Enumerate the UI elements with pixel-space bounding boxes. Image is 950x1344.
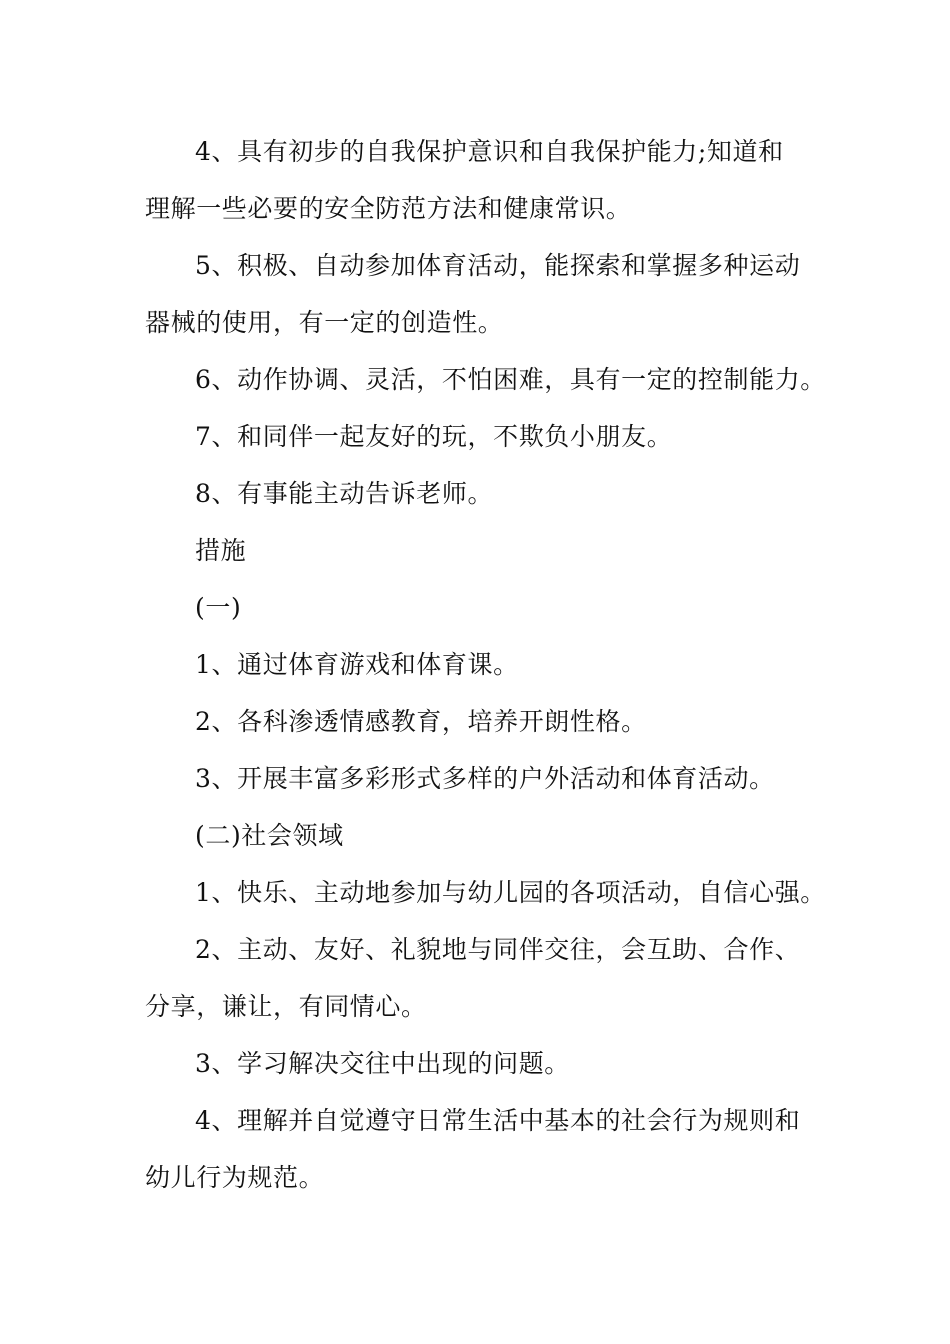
paragraph-line-12: 2、主动、友好、礼貌地与同伴交往，会互助、合作、 xyxy=(195,935,801,964)
paragraph-line-10: 3、开展丰富多彩形式多样的户外活动和体育活动。 xyxy=(195,764,775,793)
paragraph-line-9: 2、各科渗透情感教育，培养开朗性格。 xyxy=(195,707,647,736)
subsection-heading-1: (一) xyxy=(195,593,242,622)
section-heading-measures: 措施 xyxy=(195,536,247,565)
paragraph-line-4: 器械的使用，有一定的创造性。 xyxy=(145,308,504,337)
paragraph-line-5: 6、动作协调、灵活，不怕困难，具有一定的控制能力。 xyxy=(195,365,826,394)
subsection-heading-2: (二)社会领域 xyxy=(195,821,344,850)
paragraph-line-7: 8、有事能主动告诉老师。 xyxy=(195,479,494,508)
paragraph-line-1: 4、具有初步的自我保护意识和自我保护能力;知道和 xyxy=(195,137,784,166)
paragraph-line-8: 1、通过体育游戏和体育课。 xyxy=(195,650,519,679)
paragraph-line-14: 3、学习解决交往中出现的问题。 xyxy=(195,1049,570,1078)
paragraph-line-2: 理解一些必要的安全防范方法和健康常识。 xyxy=(145,194,632,223)
paragraph-line-15: 4、理解并自觉遵守日常生活中基本的社会行为规则和 xyxy=(195,1106,801,1135)
paragraph-line-13: 分享，谦让，有同情心。 xyxy=(145,992,427,1021)
paragraph-line-3: 5、积极、自动参加体育活动，能探索和掌握多种运动 xyxy=(195,251,801,280)
paragraph-line-6: 7、和同伴一起友好的玩，不欺负小朋友。 xyxy=(195,422,673,451)
paragraph-line-16: 幼儿行为规范。 xyxy=(145,1163,325,1192)
paragraph-line-11: 1、快乐、主动地参加与幼儿园的各项活动，自信心强。 xyxy=(195,878,826,907)
